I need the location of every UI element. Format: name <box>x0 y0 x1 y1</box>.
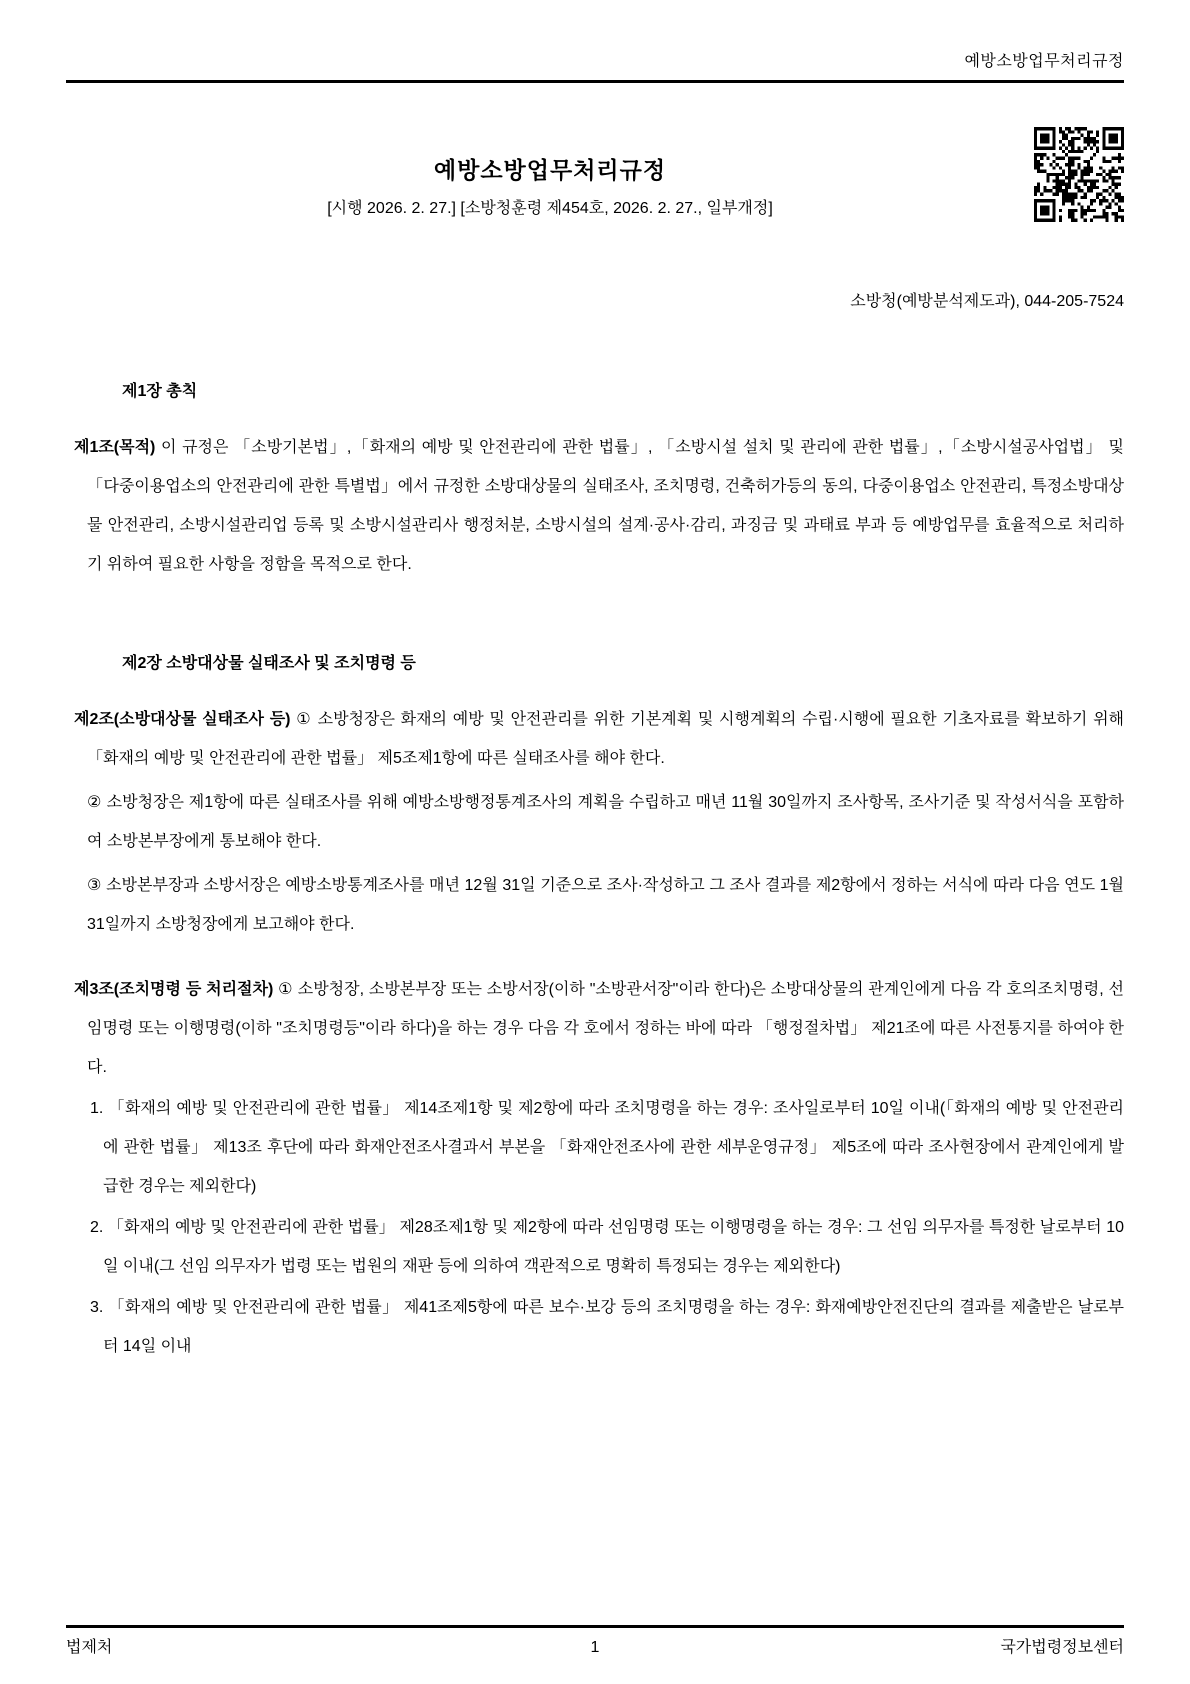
page-number: 1 <box>590 1639 600 1656</box>
doc-subtitle: [시행 2026. 2. 27.] [소방청훈령 제454호, 2026. 2. 27., 일부개정] <box>327 200 773 217</box>
article-3-clause-1: ① 소방청장, 소방본부장 또는 소방서장(이하 "소방관서장"이라 한다)은 소방대상물의 관계인에게 다음 각 호의조치명령, 선임명령 또는 이행명령(이하 "조치명령등"이라 하다)을 하는 경우 다음 각 호에서 정하는 바에 따라 「행정절차법」 제21조에 따른 사전통지를 하여야 한다. <box>87 981 1124 1076</box>
chapter-2-heading: 제2장 소방대상물 실태조사 및 조치명령 등 <box>122 655 416 672</box>
running-header-title: 예방소방업무처리규정 <box>964 53 1124 70</box>
article-2-clause-2: ② 소방청장은 제1항에 따른 실태조사를 위해 예방소방행정통계조사의 계획을 수립하고 매년 11월 30일까지 조사항목, 조사기준 및 작성서식을 포함하여 소방본부장에게 통보해야 한다. <box>87 794 1124 850</box>
article-2-clause-1: ① 소방청장은 화재의 예방 및 안전관리를 위한 기본계획 및 시행계획의 수립·시행에 필요한 기초자료를 확보하기 위해 「화재의 예방 및 안전관리에 관한 법률」 제5조제1항에 따른 실태조사를 해야 한다. <box>87 711 1124 767</box>
article-1-text: 이 규정은 「소방기본법」,「화재의 예방 및 안전관리에 관한 법률」, 「소방시설 설치 및 관리에 관한 법률」,「소방시설공사업법」 및 「다중이용업소의 안전관리에 관한 특별법」에서 규정한 소방대상물의 실태조사, 조치명령, 건축허가등의 동의, 다중이용업소 안전관리, 특정소방대상물 안전관리, 소방시설관리업 등록 및 소방시설관리사 행정처분, 소방시설의 설계·공사·감리, 과징금 및 과태료 부과 등 예방업무를 효율적으로 처리하기 위하여 필요한 사항을 정함을 목적으로 한다. <box>87 439 1124 573</box>
article-3-item-3: 3. 「화재의 예방 및 안전관리에 관한 법률」 제41조제5항에 따른 보수·보강 등의 조치명령을 하는 경우: 화재예방안전진단의 결과를 제출받은 날로부터 14일 이내 <box>90 1299 1124 1355</box>
footer-publisher: 법제처 <box>66 1639 113 1656</box>
qr-code-icon <box>1034 127 1124 222</box>
article-2-label: 제2조(소방대상물 실태조사 등) <box>74 711 291 728</box>
contact-info: 소방청(예방분석제도과), 044-205-7524 <box>850 293 1124 310</box>
title-section <box>66 127 1124 222</box>
article-3 <box>66 970 1124 1087</box>
article-3-item-2: 2. 「화재의 예방 및 안전관리에 관한 법률」 제28조제1항 및 제2항에 따라 선임명령 또는 이행명령을 하는 경우: 그 선임 의무자를 특정한 날로부터 10일 이내(그 선임 의무자가 법령 또는 법원의 재판 등에 의하여 객관적으로 명확히 특정되는 경우는 제외한다) <box>90 1219 1124 1275</box>
article-3-item-1: 1. 「화재의 예방 및 안전관리에 관한 법률」 제14조제1항 및 제2항에 따라 조치명령을 하는 경우: 조사일로부터 10일 이내(「화재의 예방 및 안전관리에 관한 법률」 제13조 후단에 따라 화재안전조사결과서 부본을 「화재안전조사에 관한 세부운영규정」 제5조에 따라 조사현장에서 관계인에게 발급한 경우는 제외한다) <box>90 1100 1124 1195</box>
footer-source: 국가법령정보센터 <box>1000 1639 1124 1656</box>
chapter-1-heading: 제1장 총칙 <box>122 383 198 400</box>
footer-rule <box>66 1625 1124 1628</box>
article-1 <box>66 428 1124 584</box>
page-footer <box>66 1617 1124 1658</box>
article-1-label: 제1조(목적) <box>74 439 156 456</box>
article-2-clause-3: ③ 소방본부장과 소방서장은 예방소방통계조사를 매년 12월 31일 기준으로 조사·작성하고 그 조사 결과를 제2항에서 정하는 서식에 따라 다음 연도 1월 31일까지 소방청장에게 보고해야 한다. <box>87 877 1124 933</box>
header-rule <box>66 80 1124 83</box>
article-3-label: 제3조(조치명령 등 처리절차) <box>74 981 274 998</box>
article-2 <box>66 700 1124 778</box>
doc-title: 예방소방업무처리규정 <box>433 157 667 183</box>
